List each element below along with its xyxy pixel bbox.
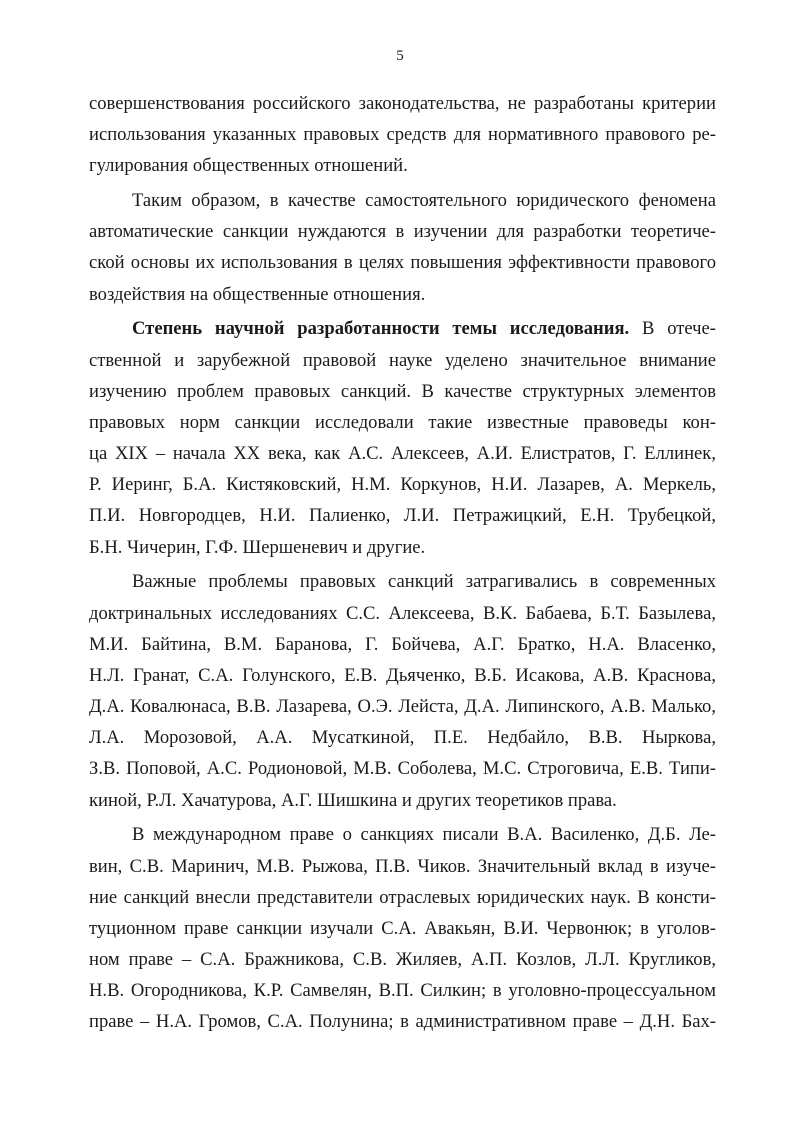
text-line: Н.Л. Гранат, С.А. Голунского, Е.В. Дьяченко, В.Б. Исакова, А.В. Краснова, — [89, 664, 716, 686]
text-line: П.И. Новгородцев, Н.И. Палиенко, Л.И. Петражицкий, Е.Н. Трубецкой, — [89, 505, 716, 527]
text-line: Р. Иеринг, Б.А. Кистяковский, Н.М. Коркунов, Н.И. Лазарев, А. Меркель, — [89, 474, 716, 496]
text-line: туционном праве санкции изучали С.А. Авакьян, В.И. Червонюк; в уголов- — [89, 917, 716, 939]
text-line: гулирования общественных отношений. — [89, 155, 408, 177]
text-line: Д.А. Ковалюнаса, В.В. Лазарева, О.Э. Лейста, Д.А. Липинского, А.В. Малько, — [89, 696, 716, 718]
page-number: 5 — [396, 48, 404, 64]
text-line: вин, С.В. Маринич, М.В. Рыжова, П.В. Чиков. Значительный вклад в изуче- — [89, 855, 716, 877]
text-line: ца XIX – начала XX века, как А.С. Алексеев, А.И. Елистратов, Г. Еллинек, — [89, 443, 716, 465]
text-line: изучению проблем правовых санкций. В качестве структурных элементов — [89, 380, 716, 402]
document-body — [89, 88, 716, 1038]
text-line: Л.А. Морозовой, А.А. Мусаткиной, П.Е. Недбайло, В.В. Ныркова, — [89, 727, 716, 749]
paragraph — [89, 185, 716, 310]
text-line: ственной и зарубежной правовой науке уделено значительное внимание — [89, 349, 716, 371]
text-line: ном праве – С.А. Бражникова, С.В. Жиляев, А.П. Козлов, Л.Л. Кругликов, — [89, 949, 716, 971]
heading-line-rest: В отече- — [642, 318, 716, 340]
text-line: З.В. Поповой, А.С. Родионовой, М.В. Соболева, М.С. Строговича, Е.В. Типи- — [89, 758, 716, 780]
text-line: Н.В. Огородникова, К.Р. Самвелян, В.П. Силкин; в уголовно-процессуальном — [89, 980, 716, 1002]
paragraph — [89, 88, 716, 182]
text-line: использования указанных правовых средств для нормативного правового ре- — [89, 124, 716, 146]
text-line: В международном праве о санкциях писали В.А. Василенко, Д.Б. Ле- — [132, 824, 716, 846]
text-line: правовых норм санкции исследовали такие известные правоведы кон- — [89, 411, 716, 433]
text-line: М.И. Байтина, В.М. Баранова, Г. Бойчева, А.Г. Братко, Н.А. Власенко, — [89, 633, 716, 655]
text-line: праве – Н.А. Громов, С.А. Полунина; в административном праве – Д.Н. Бах- — [89, 1011, 716, 1033]
text-line: Важные проблемы правовых санкций затрагивались в современных — [132, 571, 716, 593]
text-line — [89, 313, 716, 344]
paragraph — [89, 566, 716, 816]
paragraph — [89, 313, 716, 563]
text-line: Б.Н. Чичерин, Г.Ф. Шершеневич и другие. — [89, 536, 426, 558]
text-line: совершенствования российского законодательства, не разработаны критерии — [89, 93, 716, 114]
section-heading: Степень научной разработанности темы исследования. — [132, 318, 630, 340]
text-line: киной, Р.Л. Хачатурова, А.Г. Шишкина и других теоретиков права. — [89, 789, 617, 811]
text-line: Таким образом, в качестве самостоятельного юридического феномена — [132, 190, 716, 212]
text-line: ской основы их использования в целях повышения эффективности правового — [89, 252, 716, 274]
text-line: автоматические санкции нуждаются в изучении для разработки теоретиче- — [89, 221, 716, 243]
text-line: доктринальных исследованиях С.С. Алексеева, В.К. Бабаева, Б.Т. Базылева, — [89, 602, 716, 624]
text-line: воздействия на общественные отношения. — [89, 283, 426, 305]
text-line: ние санкций внесли представители отраслевых юридических наук. В консти- — [89, 886, 716, 908]
paragraph — [89, 819, 716, 1037]
